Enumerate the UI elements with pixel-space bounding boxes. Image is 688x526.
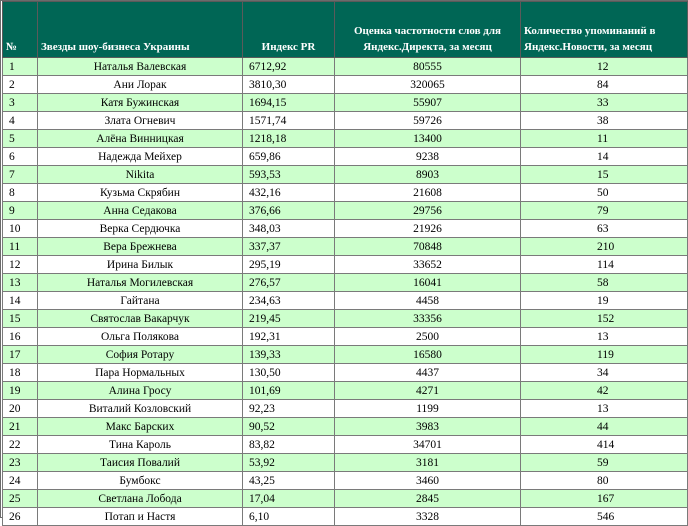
cell-num: 2 — [3, 76, 38, 94]
cell-frequency: 21608 — [335, 184, 521, 202]
table-row — [3, 166, 688, 184]
cell-num: 10 — [3, 220, 38, 238]
cell-num: 22 — [3, 436, 38, 454]
cell-news-mentions: 14 — [521, 148, 688, 166]
cell-pr-index: 337,37 — [243, 238, 335, 256]
header-row — [3, 2, 688, 58]
cell-num: 20 — [3, 400, 38, 418]
cell-name: Гайтана — [38, 292, 243, 310]
table-row — [3, 256, 688, 274]
cell-frequency: 55907 — [335, 94, 521, 112]
cell-news-mentions: 13 — [521, 400, 688, 418]
cell-num: 18 — [3, 364, 38, 382]
cell-name: Бумбокс — [38, 472, 243, 490]
cell-news-mentions: 80 — [521, 472, 688, 490]
cell-frequency: 8903 — [335, 166, 521, 184]
cell-frequency: 3181 — [335, 454, 521, 472]
cell-news-mentions: 38 — [521, 112, 688, 130]
cell-pr-index: 659,86 — [243, 148, 335, 166]
cell-news-mentions: 63 — [521, 220, 688, 238]
cell-name: Наталья Валевская — [38, 58, 243, 76]
cell-news-mentions: 414 — [521, 436, 688, 454]
cell-news-mentions: 119 — [521, 346, 688, 364]
cell-name: Макс Барских — [38, 418, 243, 436]
table-row — [3, 94, 688, 112]
cell-news-mentions: 50 — [521, 184, 688, 202]
cell-frequency: 2845 — [335, 490, 521, 508]
cell-num: 1 — [3, 58, 38, 76]
cell-num: 19 — [3, 382, 38, 400]
cell-pr-index: 348,03 — [243, 220, 335, 238]
cell-pr-index: 101,69 — [243, 382, 335, 400]
cell-news-mentions: 59 — [521, 454, 688, 472]
cell-num: 26 — [3, 508, 38, 526]
cell-name: Катя Бужинская — [38, 94, 243, 112]
header-freq: Оценка частотности слов для Яндекс.Директа, за месяц — [335, 2, 521, 58]
cell-frequency: 2500 — [335, 328, 521, 346]
cell-frequency: 4437 — [335, 364, 521, 382]
cell-news-mentions: 152 — [521, 310, 688, 328]
cell-pr-index: 219,45 — [243, 310, 335, 328]
cell-name: Святослав Вакарчук — [38, 310, 243, 328]
table-row — [3, 328, 688, 346]
cell-name: Алёна Винницкая — [38, 130, 243, 148]
table-row — [3, 292, 688, 310]
cell-num: 13 — [3, 274, 38, 292]
cell-news-mentions: 33 — [521, 94, 688, 112]
cell-num: 6 — [3, 148, 38, 166]
cell-num: 8 — [3, 184, 38, 202]
cell-pr-index: 1571,74 — [243, 112, 335, 130]
cell-name: Злата Огневич — [38, 112, 243, 130]
cell-name: Nikita — [38, 166, 243, 184]
cell-frequency: 13400 — [335, 130, 521, 148]
table-row — [3, 220, 688, 238]
cell-frequency: 21926 — [335, 220, 521, 238]
cell-pr-index: 6712,92 — [243, 58, 335, 76]
cell-num: 21 — [3, 418, 38, 436]
cell-pr-index: 3810,30 — [243, 76, 335, 94]
table-row — [3, 76, 688, 94]
cell-name: Тина Кароль — [38, 436, 243, 454]
cell-num: 5 — [3, 130, 38, 148]
cell-name: Потап и Настя — [38, 508, 243, 526]
cell-num: 23 — [3, 454, 38, 472]
cell-num: 15 — [3, 310, 38, 328]
cell-pr-index: 6,10 — [243, 508, 335, 526]
cell-frequency: 29756 — [335, 202, 521, 220]
cell-news-mentions: 19 — [521, 292, 688, 310]
cell-name: Ирина Билык — [38, 256, 243, 274]
cell-num: 7 — [3, 166, 38, 184]
cell-frequency: 9238 — [335, 148, 521, 166]
cell-frequency: 320065 — [335, 76, 521, 94]
cell-name: Пара Нормальных — [38, 364, 243, 382]
header-name: Звезды шоу-бизнеса Украины — [38, 2, 243, 58]
cell-frequency: 4271 — [335, 382, 521, 400]
cell-pr-index: 192,31 — [243, 328, 335, 346]
cell-num: 9 — [3, 202, 38, 220]
table-row — [3, 418, 688, 436]
cell-pr-index: 130,50 — [243, 364, 335, 382]
cell-news-mentions: 12 — [521, 58, 688, 76]
table-row — [3, 112, 688, 130]
cell-pr-index: 53,92 — [243, 454, 335, 472]
cell-pr-index: 83,82 — [243, 436, 335, 454]
cell-news-mentions: 42 — [521, 382, 688, 400]
table-row — [3, 400, 688, 418]
cell-frequency: 1199 — [335, 400, 521, 418]
cell-frequency: 16041 — [335, 274, 521, 292]
cell-pr-index: 276,57 — [243, 274, 335, 292]
cell-frequency: 34701 — [335, 436, 521, 454]
cell-frequency: 59726 — [335, 112, 521, 130]
cell-news-mentions: 546 — [521, 508, 688, 526]
cell-name: Надежда Мейхер — [38, 148, 243, 166]
cell-name: Ани Лорак — [38, 76, 243, 94]
cell-frequency: 16580 — [335, 346, 521, 364]
cell-name: Кузьма Скрябин — [38, 184, 243, 202]
cell-num: 24 — [3, 472, 38, 490]
cell-news-mentions: 13 — [521, 328, 688, 346]
cell-pr-index: 1218,18 — [243, 130, 335, 148]
cell-num: 11 — [3, 238, 38, 256]
cell-pr-index: 92,23 — [243, 400, 335, 418]
cell-pr-index: 1694,15 — [243, 94, 335, 112]
table-row — [3, 454, 688, 472]
table-row — [3, 58, 688, 76]
cell-news-mentions: 44 — [521, 418, 688, 436]
cell-pr-index: 234,63 — [243, 292, 335, 310]
cell-pr-index: 90,52 — [243, 418, 335, 436]
cell-num: 16 — [3, 328, 38, 346]
cell-num: 3 — [3, 94, 38, 112]
table-row — [3, 490, 688, 508]
cell-frequency: 70848 — [335, 238, 521, 256]
cell-name: София Ротару — [38, 346, 243, 364]
cell-pr-index: 43,25 — [243, 472, 335, 490]
cell-news-mentions: 58 — [521, 274, 688, 292]
cell-news-mentions: 167 — [521, 490, 688, 508]
cell-pr-index: 593,53 — [243, 166, 335, 184]
table-body — [3, 58, 688, 526]
cell-num: 25 — [3, 490, 38, 508]
table-row — [3, 148, 688, 166]
cell-news-mentions: 11 — [521, 130, 688, 148]
cell-news-mentions: 34 — [521, 364, 688, 382]
cell-name: Светлана Лобода — [38, 490, 243, 508]
cell-name: Ольга Полякова — [38, 328, 243, 346]
cell-name: Виталий Козловский — [38, 400, 243, 418]
table-row — [3, 130, 688, 148]
table-row — [3, 238, 688, 256]
cell-news-mentions: 84 — [521, 76, 688, 94]
cell-frequency: 3328 — [335, 508, 521, 526]
stars-rating-table — [2, 1, 688, 526]
cell-num: 17 — [3, 346, 38, 364]
table-row — [3, 472, 688, 490]
cell-news-mentions: 15 — [521, 166, 688, 184]
cell-num: 14 — [3, 292, 38, 310]
header-pr: Индекс PR — [243, 2, 335, 58]
cell-frequency: 80555 — [335, 58, 521, 76]
table-row — [3, 346, 688, 364]
cell-pr-index: 295,19 — [243, 256, 335, 274]
table-row — [3, 184, 688, 202]
cell-name: Алина Гросу — [38, 382, 243, 400]
cell-num: 12 — [3, 256, 38, 274]
table-row — [3, 274, 688, 292]
cell-frequency: 33652 — [335, 256, 521, 274]
table-row — [3, 508, 688, 526]
cell-pr-index: 432,16 — [243, 184, 335, 202]
table-row — [3, 310, 688, 328]
table-row — [3, 202, 688, 220]
cell-frequency: 3460 — [335, 472, 521, 490]
cell-num: 4 — [3, 112, 38, 130]
cell-news-mentions: 79 — [521, 202, 688, 220]
header-news: Количество упоминаний в Яндекс.Новости, за месяц — [521, 2, 688, 58]
cell-name: Таисия Повалий — [38, 454, 243, 472]
table-header — [3, 2, 688, 58]
table-row — [3, 364, 688, 382]
cell-frequency: 33356 — [335, 310, 521, 328]
cell-pr-index: 17,04 — [243, 490, 335, 508]
cell-name: Верка Сердючка — [38, 220, 243, 238]
cell-pr-index: 139,33 — [243, 346, 335, 364]
table-row — [3, 436, 688, 454]
cell-name: Анна Седакова — [38, 202, 243, 220]
cell-frequency: 4458 — [335, 292, 521, 310]
cell-frequency: 3983 — [335, 418, 521, 436]
cell-pr-index: 376,66 — [243, 202, 335, 220]
cell-name: Наталья Могилевская — [38, 274, 243, 292]
cell-news-mentions: 114 — [521, 256, 688, 274]
header-num: № — [3, 2, 38, 58]
table-row — [3, 382, 688, 400]
cell-news-mentions: 210 — [521, 238, 688, 256]
cell-name: Вера Брежнева — [38, 238, 243, 256]
